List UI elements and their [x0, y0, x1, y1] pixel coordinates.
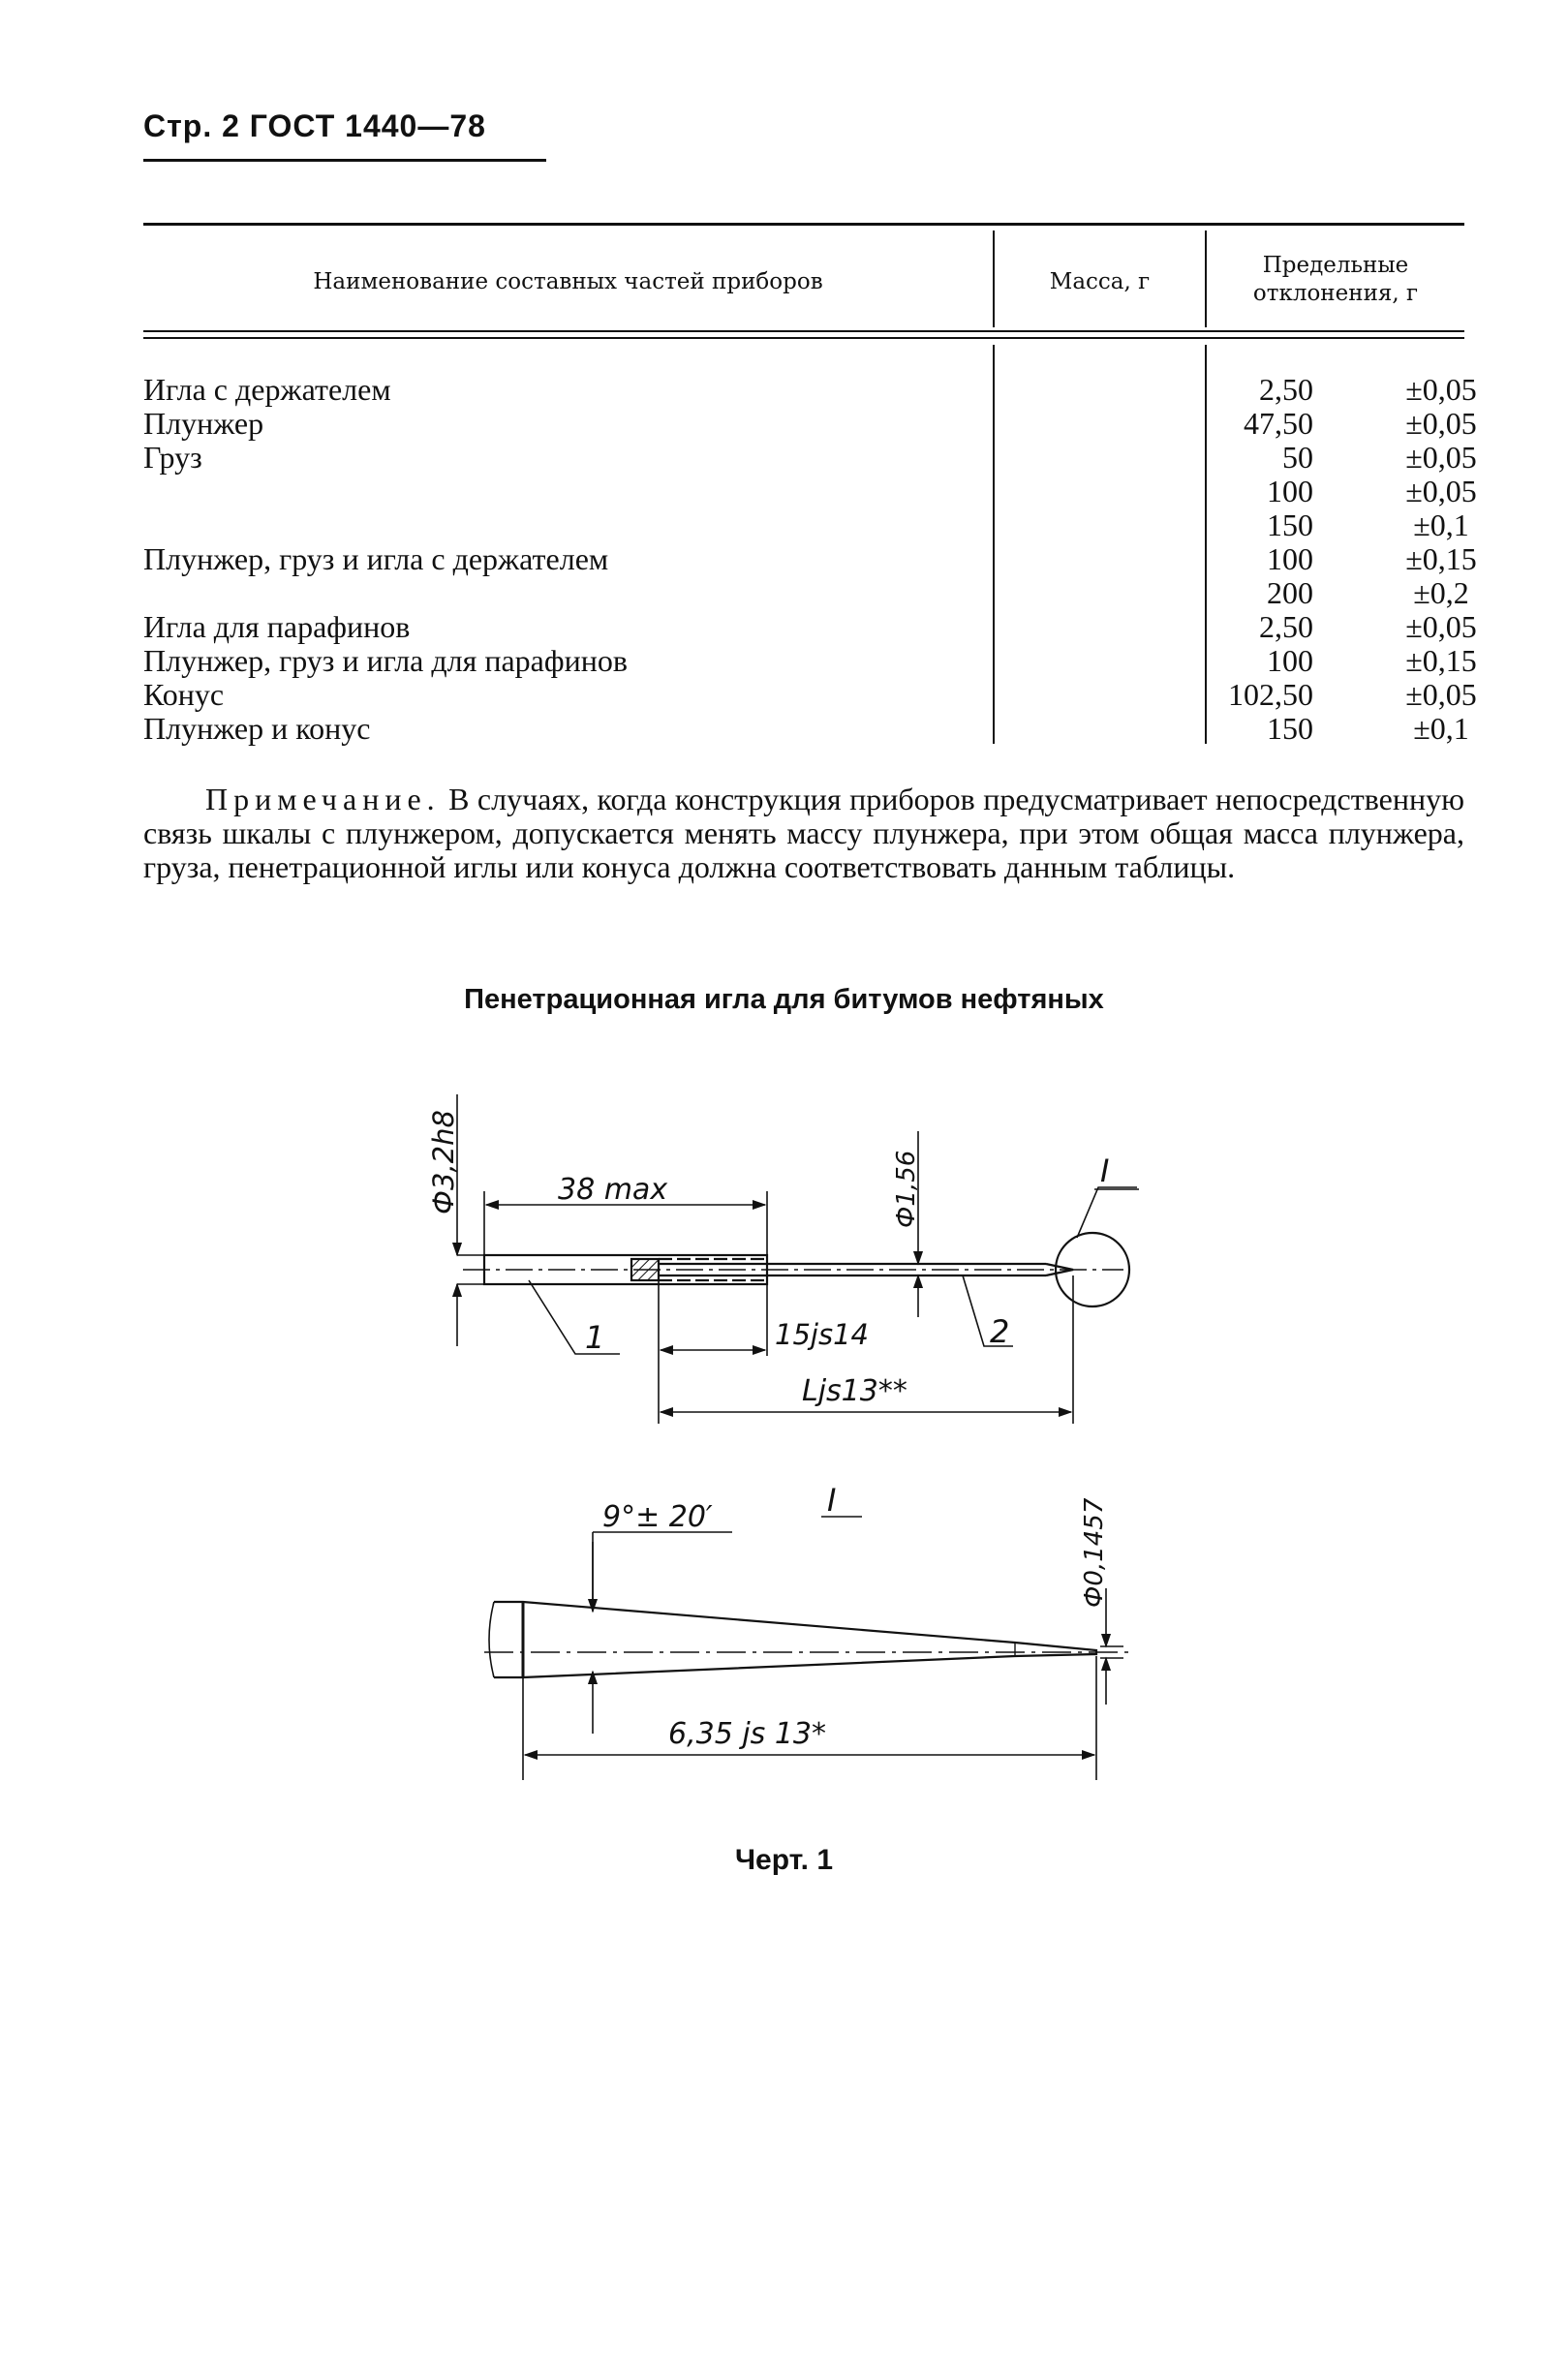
- label-needle-diameter: Ф1,56: [892, 1150, 921, 1228]
- label-cone-length: 6,35 js 13*: [668, 1717, 827, 1751]
- figure-title: Пенетрационная игла для битумов нефтяных: [464, 984, 1104, 1015]
- dim-holder-diameter: [457, 1094, 484, 1346]
- note-label: Примечание.: [205, 782, 441, 816]
- cell-tol: ±0,05: [1405, 440, 1477, 475]
- cell-tol: ±0,05: [1405, 677, 1477, 712]
- label-holder-length: 38 max: [558, 1173, 668, 1207]
- label-holder-diameter: Ф3,2h8: [427, 1110, 460, 1214]
- note-text: В случаях, когда конструкция приборов предусматривает непосредственную связь шкалы с плунжером, допускается менять массу плунжера, при этом общая масса плунжера, груза, пенетрационной иглы или конуса должна соответствовать данным таблицы.: [143, 782, 1464, 884]
- th-mass: Масса, г: [1049, 269, 1151, 294]
- cell-name: Конус: [143, 677, 225, 712]
- cell-mass: 2,50: [1259, 609, 1313, 644]
- cell-mass: 150: [1267, 507, 1313, 542]
- label-tip-diameter: Ф0,1457: [1080, 1497, 1109, 1608]
- cell-mass: 102,50: [1228, 677, 1313, 712]
- th-tol-line2: отклонения, г: [1252, 281, 1419, 306]
- cell-tol: ±0,05: [1405, 609, 1477, 644]
- cell-tol: ±0,1: [1413, 711, 1469, 746]
- label-cone-angle: 9°± 20′: [602, 1500, 713, 1534]
- cell-mass: 2,50: [1259, 372, 1313, 407]
- cell-tol: ±0,1: [1413, 507, 1469, 542]
- cell-tol: ±0,15: [1405, 541, 1477, 576]
- cell-name: Груз: [143, 440, 202, 475]
- cell-tol: ±0,05: [1405, 474, 1477, 508]
- th-tol-line1: Предельные: [1262, 253, 1409, 278]
- cell-tol: ±0,2: [1413, 575, 1469, 610]
- dim-insert-length: [659, 1280, 767, 1424]
- cell-name: Плунжер и конус: [143, 711, 371, 746]
- cell-name: Игла с держателем: [143, 372, 391, 407]
- dim-cone-angle: [593, 1532, 732, 1734]
- label-part-1: 1: [585, 1319, 605, 1356]
- needle-holder: [463, 1255, 1123, 1284]
- standard-code: ГОСТ 1440—78: [249, 108, 486, 143]
- label-total-length: Ljs13**: [802, 1374, 907, 1408]
- label-part-2: 2: [990, 1313, 1010, 1350]
- cell-mass: 200: [1267, 575, 1313, 610]
- cell-mass: 100: [1267, 474, 1313, 508]
- label-insert-length: 15js14: [775, 1318, 869, 1351]
- cell-name: Плунжер, груз и игла с держателем: [143, 541, 609, 576]
- cell-name: Плунжер, груз и игла для парафинов: [143, 643, 628, 678]
- cell-mass: 100: [1267, 541, 1313, 576]
- cell-mass: 50: [1282, 440, 1313, 475]
- th-name: Наименование составных частей приборов: [313, 269, 823, 294]
- cell-mass: 100: [1267, 643, 1313, 678]
- cell-name: Плунжер: [143, 406, 264, 441]
- cell-mass: 150: [1267, 711, 1313, 746]
- label-view-mark: I: [1100, 1152, 1110, 1189]
- cell-tol: ±0,05: [1405, 372, 1477, 407]
- cell-tol: ±0,15: [1405, 643, 1477, 678]
- page-number: Стр. 2: [143, 108, 240, 143]
- cell-tol: ±0,05: [1405, 406, 1477, 441]
- figure-caption: Черт. 1: [734, 1844, 834, 1876]
- cell-mass: 47,50: [1244, 406, 1313, 441]
- label-detail-mark: I: [827, 1482, 837, 1519]
- cone-detail: [484, 1602, 1131, 1677]
- cell-name: Игла для парафинов: [143, 609, 411, 644]
